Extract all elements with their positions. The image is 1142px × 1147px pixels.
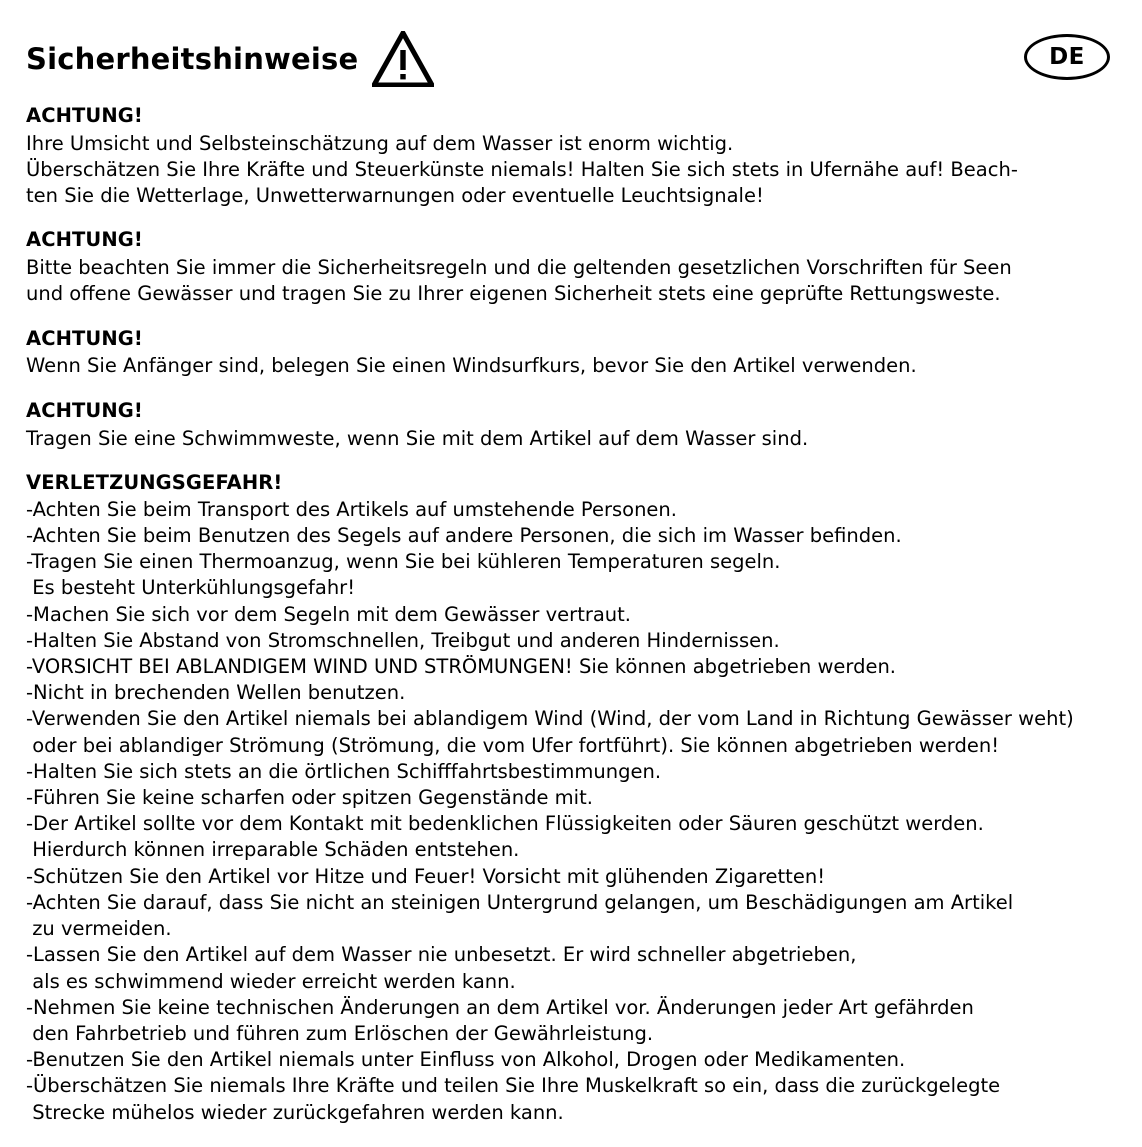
list-item: -Der Artikel sollte vor dem Kontakt mit bedenklichen Flüssigkeiten oder Säuren geschützt werden.: [26, 812, 984, 836]
list-item: -Lassen Sie den Artikel auf dem Wasser nie unbesetzt. Er wird schneller abgetrieben,: [26, 943, 857, 967]
section-heading: ACHTUNG!: [26, 104, 143, 127]
section-attention-2: [26, 228, 1116, 307]
list-item: als es schwimmend wieder erreicht werden kann.: [26, 969, 516, 993]
list-item: oder bei ablandiger Strömung (Strömung, die vom Ufer fortführt). Sie können abgetrieben werden!: [26, 733, 1000, 757]
list-item: -Machen Sie sich vor dem Segeln mit dem Gewässer vertraut.: [26, 602, 632, 626]
list-item: Strecke mühelos wieder zurückgefahren werden kann.: [26, 1100, 564, 1124]
list-item: -Achten Sie beim Benutzen des Segels auf andere Personen, die sich im Wasser befinden.: [26, 523, 902, 547]
country-code-label: DE: [1049, 44, 1085, 70]
injury-risk-list: [26, 497, 1116, 1126]
section-body: [26, 131, 1116, 209]
text-line: Wenn Sie Anfänger sind, belegen Sie einen Windsurfkurs, bevor Sie den Artikel verwenden.: [26, 354, 917, 378]
text-line: Ihre Umsicht und Selbsteinschätzung auf dem Wasser ist enorm wichtig.: [26, 131, 734, 155]
list-item: -Tragen Sie einen Thermoanzug, wenn Sie bei kühleren Temperaturen segeln.: [26, 550, 781, 574]
text-line: Tragen Sie eine Schwimmweste, wenn Sie mit dem Artikel auf dem Wasser sind.: [26, 426, 809, 450]
list-item: Hierdurch können irreparable Schäden entstehen.: [26, 838, 520, 862]
section-heading: ACHTUNG!: [26, 228, 143, 252]
list-item: -Führen Sie keine scharfen oder spitzen Gegenstände mit.: [26, 786, 593, 810]
list-item: -Überschätzen Sie niemals Ihre Kräfte und teilen Sie Ihre Muskelkraft so ein, dass die zurückgelegte: [26, 1074, 1001, 1098]
list-item: -Schützen Sie den Artikel vor Hitze und Feuer! Vorsicht mit glühenden Zigaretten!: [26, 864, 826, 888]
section-injury-risk: [26, 471, 1116, 1126]
list-item: Es besteht Unterkühlungsgefahr!: [26, 576, 356, 600]
list-item: -Halten Sie Abstand von Stromschnellen, Treibgut und anderen Hindernissen.: [26, 628, 780, 652]
section-body: [26, 426, 1116, 452]
section-heading: VERLETZUNGSGEFAHR!: [26, 470, 283, 494]
text-line: Bitte beachten Sie immer die Sicherheitsregeln und die geltenden gesetzlichen Vorschriften für Seen: [26, 256, 1012, 280]
document-content: [26, 104, 1116, 1126]
list-item: -VORSICHT BEI ABLANDIGEM WIND UND STRÖMUNGEN! Sie können abgetrieben werden.: [26, 654, 896, 678]
list-item: den Fahrbetrieb und führen zum Erlöschen der Gewährleistung.: [26, 1022, 654, 1046]
section-heading: ACHTUNG!: [26, 326, 143, 350]
warning-triangle-icon: [372, 31, 434, 87]
section-heading: ACHTUNG!: [26, 398, 143, 422]
list-item: -Achten Sie beim Transport des Artikels auf umstehende Personen.: [26, 497, 677, 521]
section-body: [26, 255, 1116, 307]
list-item: -Nicht in brechenden Wellen benutzen.: [26, 681, 406, 705]
section-attention-4: [26, 399, 1116, 452]
section-body: [26, 353, 1116, 379]
text-line: ten Sie die Wetterlage, Unwetterwarnungen oder eventuelle Leuchtsignale!: [26, 184, 764, 208]
list-item: -Benutzen Sie den Artikel niemals unter Einfluss von Alkohol, Drogen oder Medikamenten.: [26, 1048, 906, 1072]
list-item: -Nehmen Sie keine technischen Änderungen an dem Artikel vor. Änderungen jeder Art gefährden: [26, 995, 974, 1019]
section-attention-1: [26, 104, 1116, 209]
page-title: Sicherheitshinweise: [26, 41, 359, 76]
document-header: [26, 22, 1116, 96]
country-code-badge: [1024, 34, 1110, 80]
list-item: -Achten Sie darauf, dass Sie nicht an steinigen Untergrund gelangen, um Beschädigungen am Artikel: [26, 890, 1014, 914]
list-item: zu vermeiden.: [26, 917, 172, 941]
section-attention-3: [26, 327, 1116, 380]
list-item: -Halten Sie sich stets an die örtlichen Schifffahrtsbestimmungen.: [26, 759, 662, 783]
text-line: und offene Gewässer und tragen Sie zu Ihrer eigenen Sicherheit stets eine geprüfte Rettungsweste.: [26, 282, 1001, 306]
list-item: -Verwenden Sie den Artikel niemals bei ablandigem Wind (Wind, der vom Land in Richtung Gewässer weht): [26, 707, 1074, 731]
text-line: Überschätzen Sie Ihre Kräfte und Steuerkünste niemals! Halten Sie sich stets in Ufernähe auf! Beach-: [26, 158, 1018, 182]
